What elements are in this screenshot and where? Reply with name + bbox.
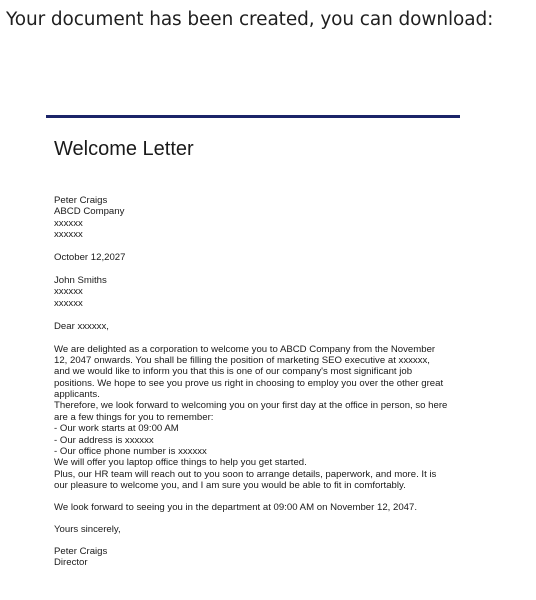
closing-line: We look forward to seeing you in the department at 09:00 AM on November 12, 2047. [54,502,418,514]
letter-body [54,195,454,569]
sender-name: Peter Craigs [54,195,108,206]
document-created-message: Your document has been created, you can download: [6,9,494,30]
signature-block [54,546,454,569]
body-line: - Our work starts at 09:00 AM [54,423,179,435]
body-line: are a few things for you to remember: [54,411,214,423]
sender-address-line: xxxxxx [54,217,83,229]
recipient-address-line: xxxxxx [54,297,83,309]
body-line: and we would like to inform you that this is one of our company's most significant job [54,366,413,378]
document-title: Welcome Letter [54,138,194,160]
body-line: Plus, our HR team will reach out to you soon to arrange details, paperwork, and more. It is [54,468,437,480]
salutation: Dear xxxxxx, [54,320,109,332]
body-line: positions. We hope to see you prove us right in choosing to employ you over the other great [54,377,444,389]
body-line: our pleasure to welcome you, and I am sure you would be able to fit in comfortably. [54,480,406,492]
body-line: 12, 2047 onwards. You shall be filling the position of marketing SEO executive at xxxxxx, [54,354,430,366]
signoff: Yours sincerely, [54,523,121,535]
document-preview[interactable] [46,115,460,585]
body-line: - Our office phone number is xxxxxx [54,446,207,458]
body-line: We are delighted as a corporation to welcome you to ABCD Company from the November [54,343,436,355]
body-line: We will offer you laptop office things to help you get started. [54,457,307,469]
body-line: - Our address is xxxxxx [54,434,154,446]
signature-name: Peter Craigs [54,545,108,557]
body-line: Therefore, we look forward to welcoming you on your first day at the office in person, so here [54,400,448,412]
sender-block [54,195,454,241]
signature-title: Director [54,557,88,569]
letter-date: October 12,2027 [54,252,126,264]
sender-address-line: xxxxxx [54,229,83,241]
recipient-name: John Smiths [54,274,107,286]
header-rule [46,115,460,118]
body-line: applicants. [54,389,100,401]
recipient-block [54,275,454,309]
letter-paragraph [54,344,454,492]
sender-company: ABCD Company [54,206,125,218]
recipient-address-line: xxxxxx [54,286,83,298]
